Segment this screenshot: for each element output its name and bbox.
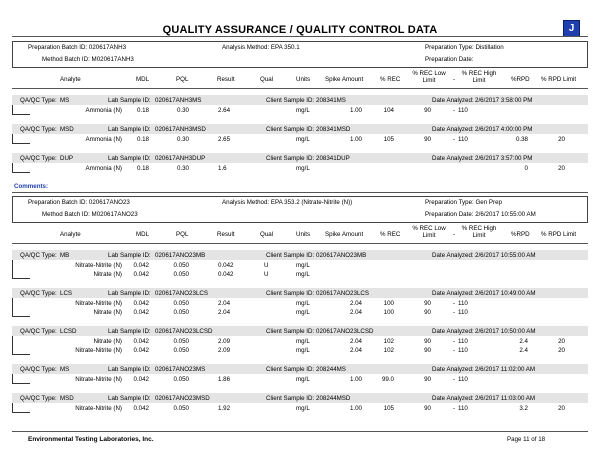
cell-mdl: 0.042 — [133, 338, 149, 345]
cell-units: mg/L — [296, 376, 310, 383]
cell-analyte: Nitrate-Nitrite (N) — [75, 405, 122, 412]
cell-result: 2.04 — [218, 300, 231, 307]
cell-mdl: 0.042 — [133, 376, 149, 383]
client-sample-id: 020617ANO23LCS — [316, 290, 369, 297]
cell-result: 1.86 — [218, 376, 231, 383]
lab-sample-label: Lab Sample ID: — [108, 97, 151, 104]
client-sample-label: Client Sample ID: — [266, 395, 315, 402]
col-rec-high: % REC High Limit — [461, 70, 497, 84]
cell-mdl: 0.042 — [133, 262, 149, 269]
col-qual: Qual — [260, 76, 274, 83]
table-row — [0, 405, 600, 414]
cell-mdl: 0.042 — [133, 271, 149, 278]
cell-result: 2.09 — [218, 347, 231, 354]
section1-method-batch: Method Batch ID: M020617ANH3 — [42, 56, 134, 63]
section1-prep-type: Preparation Type: Distillation — [425, 44, 504, 51]
date-analyzed-label: Date Analyzed: — [432, 97, 474, 104]
cell-units: mg/L — [296, 271, 310, 278]
date-analyzed-value: 2/6/2017 10:49:00 AM — [475, 290, 536, 297]
date-analyzed-value: 2/6/2017 3:57:00 PM — [475, 155, 533, 162]
cell-dash: - — [453, 107, 456, 114]
cell-analyte: Nitrate-Nitrite (N) — [75, 300, 122, 307]
cell-rec: 99.0 — [381, 376, 394, 383]
cell-dash: - — [453, 136, 456, 143]
date-analyzed-label: Date Analyzed: — [432, 395, 474, 402]
col-spike: Spike Amount — [325, 76, 364, 83]
cell-spike: 1.00 — [349, 136, 362, 143]
date-analyzed-label: Date Analyzed: — [432, 366, 474, 373]
section2-header-rule — [12, 243, 588, 244]
cell-rec: 100 — [383, 309, 394, 316]
footer-page-number: Page 11 of 18 — [507, 436, 546, 443]
lab-sample-label: Lab Sample ID: — [108, 252, 151, 259]
cell-analyte: Nitrate-Nitrite (N) — [75, 347, 122, 354]
cell-qual: U — [264, 271, 269, 278]
comments-rule — [12, 192, 588, 193]
cell-units: mg/L — [296, 347, 310, 354]
cell-pql: 0.050 — [173, 262, 189, 269]
cell-rpdlim: 20 — [558, 165, 565, 172]
lab-sample-label: Lab Sample ID: — [108, 328, 151, 335]
cell-mdl: 0.042 — [133, 300, 149, 307]
cell-pql: 0.30 — [176, 136, 189, 143]
lab-sample-id: 020617ANH3MS — [155, 97, 202, 104]
client-sample-label: Client Sample ID: — [266, 155, 315, 162]
qa-type-value: MS — [60, 366, 70, 373]
lab-sample-label: Lab Sample ID: — [108, 366, 151, 373]
col-rpd-limit: % RPD Limit — [541, 231, 577, 238]
col-units: Units — [296, 231, 311, 238]
cell-pql: 0.30 — [176, 165, 189, 172]
client-sample-label: Client Sample ID: — [266, 366, 315, 373]
cell-high: 110 — [458, 347, 468, 354]
lab-sample-label: Lab Sample ID: — [108, 395, 151, 402]
date-analyzed-label: Date Analyzed: — [432, 252, 474, 259]
section1-analysis-method: Analysis Method: EPA 350.1 — [222, 44, 300, 51]
cell-dash: - — [453, 376, 456, 383]
qa-type-label: QA/QC Type: — [20, 155, 57, 162]
cell-result: 2.04 — [218, 309, 231, 316]
lab-sample-id: 020617ANO23MSD — [155, 395, 210, 402]
qa-type-value: LCSD — [60, 328, 77, 335]
col-mdl: MDL — [136, 76, 150, 83]
client-sample-label: Client Sample ID: — [266, 328, 315, 335]
table-row — [0, 136, 600, 145]
col-rec-high: % REC High Limit — [461, 225, 497, 239]
cell-analyte: Ammonia (N) — [85, 107, 122, 114]
date-analyzed-label: Date Analyzed: — [432, 328, 474, 335]
col-units: Units — [296, 76, 311, 83]
cell-rec: 100 — [383, 300, 394, 307]
col-dash: - — [453, 76, 456, 83]
date-analyzed-value: 2/6/2017 4:00:00 PM — [475, 126, 533, 133]
cell-mdl: 0.042 — [133, 405, 149, 412]
col-spike: Spike Amount — [325, 231, 364, 238]
cell-rpdlim: 20 — [558, 405, 565, 412]
client-sample-label: Client Sample ID: — [266, 252, 315, 259]
cell-mdl: 0.18 — [136, 107, 149, 114]
cell-mdl: 0.042 — [133, 309, 149, 316]
client-sample-label: Client Sample ID: — [266, 126, 315, 133]
cell-high: 110 — [458, 309, 468, 316]
cell-dash: - — [453, 300, 456, 307]
section1-prep-batch: Preparation Batch ID: 020617ANH3 — [28, 44, 127, 51]
client-sample-label: Client Sample ID: — [266, 290, 315, 297]
cell-result: 1.92 — [218, 405, 231, 412]
qa-type-label: QA/QC Type: — [20, 126, 57, 133]
cell-units: mg/L — [296, 136, 310, 143]
cell-spike: 2.04 — [349, 338, 362, 345]
cell-units: mg/L — [296, 309, 310, 316]
date-analyzed-label: Date Analyzed: — [432, 126, 474, 133]
col-rec: % REC — [380, 231, 401, 238]
cell-low: 90 — [424, 107, 431, 114]
cell-pql: 0.050 — [173, 300, 189, 307]
cell-analyte: Ammonia (N) — [85, 136, 122, 143]
cell-rec: 105 — [383, 136, 394, 143]
cell-units: mg/L — [296, 262, 310, 269]
cell-low: 90 — [424, 376, 431, 383]
cell-units: mg/L — [296, 165, 310, 172]
table-row — [0, 376, 600, 385]
date-analyzed-value: 2/6/2017 11:02:00 AM — [475, 366, 536, 373]
cell-result: 0.042 — [218, 262, 234, 269]
col-rpd: %RPD — [511, 231, 530, 238]
qa-type-label: QA/QC Type: — [20, 290, 57, 297]
cell-rpd: 3.2 — [519, 405, 528, 412]
qa-type-label: QA/QC Type: — [20, 252, 57, 259]
cell-qual: U — [264, 262, 269, 269]
cell-spike: 1.00 — [349, 107, 362, 114]
lab-sample-id: 020617ANO23MB — [155, 252, 206, 259]
cell-pql: 0.30 — [176, 107, 189, 114]
cell-analyte: Nitrate-Nitrite (N) — [75, 376, 122, 383]
lab-sample-id: 020617ANO23MS — [155, 366, 206, 373]
cell-high: 110 — [458, 405, 468, 412]
cell-result: 2.64 — [218, 107, 231, 114]
col-qual: Qual — [260, 231, 274, 238]
date-analyzed-value: 2/6/2017 3:58:00 PM — [475, 97, 533, 104]
qa-type-value: MSD — [60, 395, 74, 402]
footer-company: Environmental Testing Laboratories, Inc. — [28, 436, 154, 443]
cell-units: mg/L — [296, 107, 310, 114]
qa-type-value: MS — [60, 97, 70, 104]
qa-type-label: QA/QC Type: — [20, 395, 57, 402]
cell-pql: 0.050 — [173, 376, 189, 383]
cell-rpd: 2.4 — [519, 338, 528, 345]
cell-low: 90 — [424, 309, 431, 316]
col-rec: % REC — [380, 76, 401, 83]
col-result: Result — [217, 76, 235, 83]
col-analyte: Analyte — [60, 231, 81, 238]
cell-result: 2.09 — [218, 338, 231, 345]
cell-rpd: 0.38 — [515, 136, 528, 143]
date-analyzed-value: 2/6/2017 10:55:00 AM — [475, 252, 536, 259]
section2-method-batch: Method Batch ID: M020617ANO23 — [42, 211, 138, 218]
cell-dash: - — [453, 405, 456, 412]
qa-type-value: MSD — [60, 126, 74, 133]
table-row — [0, 107, 600, 116]
cell-spike: 2.04 — [349, 309, 362, 316]
table-row — [0, 165, 600, 174]
cell-high: 110 — [458, 300, 468, 307]
cell-analyte: Nitrate (N) — [93, 338, 122, 345]
title-rule — [12, 36, 588, 37]
table-row — [0, 338, 600, 347]
section2-prep-batch: Preparation Batch ID: 020617ANO23 — [28, 199, 130, 206]
table-row — [0, 300, 600, 309]
table-row — [0, 271, 600, 280]
cell-low: 90 — [424, 347, 431, 354]
qa-type-label: QA/QC Type: — [20, 328, 57, 335]
cell-low: 90 — [424, 136, 431, 143]
col-mdl: MDL — [136, 231, 150, 238]
page-title: QUALITY ASSURANCE / QUALITY CONTROL DATA — [162, 24, 438, 36]
cell-pql: 0.050 — [173, 347, 189, 354]
footer-rule — [12, 431, 588, 432]
cell-pql: 0.050 — [173, 309, 189, 316]
cell-high: 110 — [458, 107, 468, 114]
cell-spike: 2.04 — [349, 300, 362, 307]
cell-rec: 104 — [383, 107, 394, 114]
lab-sample-id: 020617ANO23LCS — [155, 290, 208, 297]
cell-result: 1.6 — [218, 165, 227, 172]
section2-prep-type: Preparation Type: Gen Prep — [425, 199, 502, 206]
client-sample-id: 208244MS — [316, 366, 346, 373]
cell-spike: 1.00 — [349, 405, 362, 412]
date-analyzed-value: 2/6/2017 11:03:00 AM — [475, 395, 536, 402]
cell-dash: - — [453, 338, 456, 345]
lab-sample-label: Lab Sample ID: — [108, 290, 151, 297]
cell-mdl: 0.18 — [136, 136, 149, 143]
col-rec-low: % REC Low Limit — [412, 225, 446, 239]
col-pql: PQL — [176, 76, 189, 83]
lab-sample-id: 020617ANH3DUP — [155, 155, 206, 162]
cell-analyte: Nitrate (N) — [93, 271, 122, 278]
col-pql: PQL — [176, 231, 189, 238]
cell-pql: 0.050 — [173, 338, 189, 345]
cell-rec: 105 — [383, 405, 394, 412]
section1-header-rule — [12, 88, 588, 89]
qa-type-value: LCS — [60, 290, 73, 297]
col-rpd-limit: % RPD Limit — [541, 76, 577, 83]
cell-low: 90 — [424, 300, 431, 307]
client-sample-id: 208341DUP — [316, 155, 350, 162]
date-analyzed-value: 2/6/2017 10:50:00 AM — [475, 328, 536, 335]
cell-analyte: Nitrate (N) — [93, 309, 122, 316]
comments-label: Comments: — [14, 183, 49, 190]
client-sample-id: 208341MS — [316, 97, 346, 104]
cell-rpd: 0 — [524, 165, 528, 172]
cell-pql: 0.050 — [173, 271, 189, 278]
table-row — [0, 347, 600, 356]
section2-prep-date: Preparation Date: 2/6/2017 10:55:00 AM — [425, 211, 536, 218]
lab-sample-label: Lab Sample ID: — [108, 126, 151, 133]
client-sample-id: 020617ANO23LCSD — [316, 328, 374, 335]
cell-rpdlim: 20 — [558, 347, 565, 354]
cell-units: mg/L — [296, 338, 310, 345]
company-logo: J — [563, 20, 580, 37]
cell-dash: - — [453, 347, 456, 354]
cell-result: 2.65 — [218, 136, 231, 143]
col-analyte: Analyte — [60, 76, 81, 83]
cell-rpdlim: 20 — [558, 338, 565, 345]
cell-low: 90 — [424, 405, 431, 412]
table-row — [0, 262, 600, 271]
cell-high: 110 — [458, 338, 468, 345]
lab-sample-label: Lab Sample ID: — [108, 155, 151, 162]
cell-mdl: 0.042 — [133, 347, 149, 354]
client-sample-id: 208341MSD — [316, 126, 351, 133]
lab-sample-id: 020617ANH3MSD — [155, 126, 206, 133]
cell-high: 110 — [458, 136, 468, 143]
client-sample-id: 208244MSD — [316, 395, 351, 402]
cell-spike: 2.04 — [349, 347, 362, 354]
cell-analyte: Ammonia (N) — [85, 165, 122, 172]
date-analyzed-label: Date Analyzed: — [432, 290, 474, 297]
qa-type-label: QA/QC Type: — [20, 97, 57, 104]
cell-rpdlim: 20 — [558, 136, 565, 143]
col-dash: - — [453, 231, 456, 238]
table-row — [0, 309, 600, 318]
col-result: Result — [217, 231, 235, 238]
cell-analyte: Nitrate-Nitrite (N) — [75, 262, 122, 269]
cell-mdl: 0.18 — [136, 165, 149, 172]
cell-low: 90 — [424, 338, 431, 345]
client-sample-id: 020617ANO23MB — [316, 252, 367, 259]
cell-spike: 1.00 — [349, 376, 362, 383]
cell-high: 110 — [458, 376, 468, 383]
qa-type-value: DUP — [60, 155, 74, 162]
cell-result: 0.042 — [218, 271, 234, 278]
cell-dash: - — [453, 309, 456, 316]
col-rec-low: % REC Low Limit — [412, 70, 446, 84]
col-rpd: %RPD — [511, 76, 530, 83]
cell-pql: 0.050 — [173, 405, 189, 412]
cell-rpd: 2.4 — [519, 347, 528, 354]
section1-prep-date: Preparation Date: — [425, 56, 474, 63]
cell-rec: 102 — [383, 347, 394, 354]
qa-type-value: MB — [60, 252, 70, 259]
cell-units: mg/L — [296, 300, 310, 307]
cell-rec: 102 — [383, 338, 394, 345]
qa-type-label: QA/QC Type: — [20, 366, 57, 373]
client-sample-label: Client Sample ID: — [266, 97, 315, 104]
date-analyzed-label: Date Analyzed: — [432, 155, 474, 162]
cell-units: mg/L — [296, 405, 310, 412]
section2-analysis-method: Analysis Method: EPA 353.2 (Nitrate-Nitrite (N)) — [222, 199, 353, 206]
lab-sample-id: 020617ANO23LCSD — [155, 328, 213, 335]
